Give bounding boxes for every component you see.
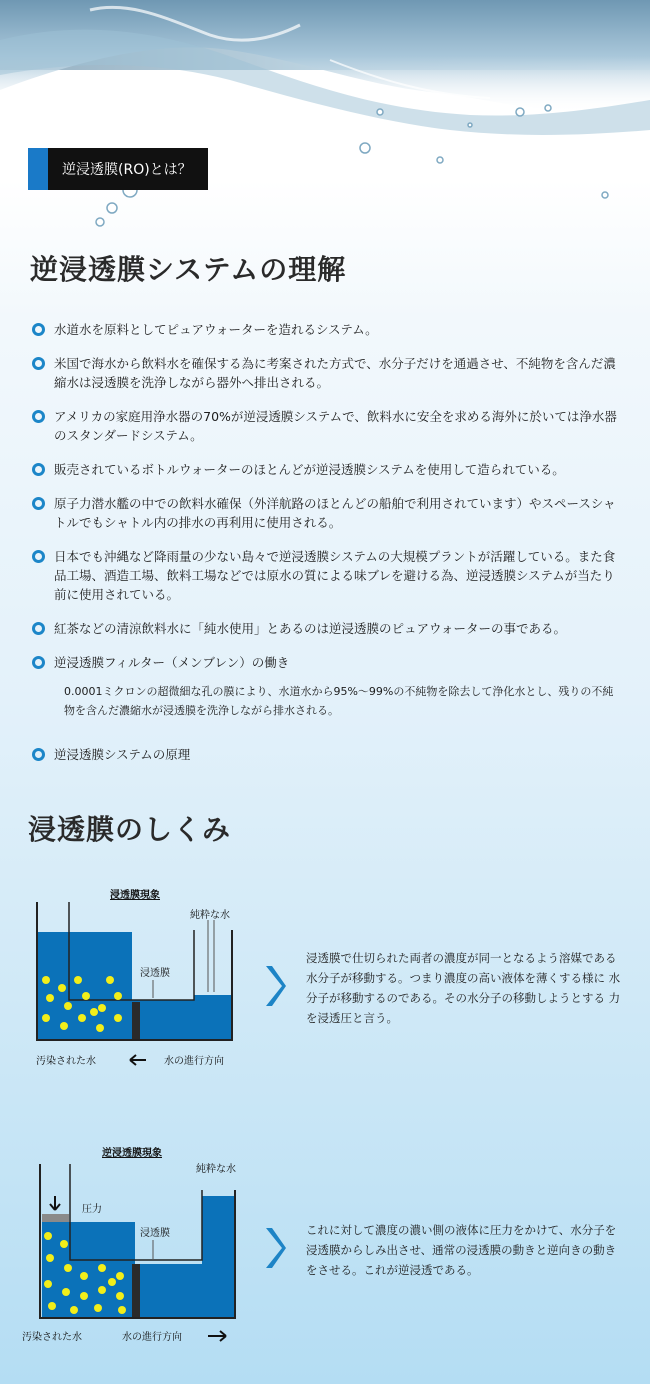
list-item (32, 547, 622, 604)
list-item-text: 米国で海水から飲料水を確保する為に考案された方式で、水分子だけを通過させ、不純物を含んだ濃縮水は浸透膜を洗浄しながら器外へ排出される。 (54, 356, 616, 390)
bullet-ring-icon (32, 357, 45, 370)
list-item (32, 653, 622, 720)
direction-label: 水の進行方向 (164, 1056, 224, 1067)
bullet-ring-icon (32, 550, 45, 563)
pure-water-label: 純粋な水 (196, 1164, 236, 1175)
pure-water-fill (202, 1196, 235, 1318)
osmosis-diagram (22, 880, 262, 1080)
dirty-water-fill (42, 1222, 135, 1318)
bullet-ring-icon (32, 410, 45, 423)
list-item (32, 407, 622, 445)
reverse-osmosis-diagram (22, 1140, 262, 1343)
piston (42, 1214, 69, 1222)
list-item-text: 原子力潜水艦の中での飲料水確保（外洋航路のほとんどの船舶で利用されています）やスペースシャトルでもシャトル内の排水の再利用に使用される。 (54, 496, 616, 530)
membrane-mark (132, 1002, 140, 1040)
membrane-label: 浸透膜 (140, 1228, 170, 1239)
bullet-ring-icon (32, 622, 45, 635)
arrow-down-icon (50, 1196, 60, 1210)
pure-water-fill (194, 995, 232, 1040)
bullet-ring-icon (32, 748, 45, 761)
section-title: 浸透膜のしくみ (28, 813, 232, 846)
tag-accent-bar (28, 148, 48, 190)
bullet-ring-icon (32, 656, 45, 669)
list-item-text: 逆浸透膜システムの原理 (54, 747, 191, 762)
list-item-text: 日本でも沖縄など降雨量の少ない島々で逆浸透膜システムの大規模プラントが活躍している。また食品工場、酒造工場、飲料工場などでは原水の質による味ブレを避ける為、逆浸透膜システムが当たり前に使用されている。 (54, 549, 616, 602)
dirty-water-label: 汚染された水 (22, 1332, 82, 1343)
list-item-text: 販売されているボトルウォーターのほとんどが逆浸透膜システムを使用して造られている。 (54, 462, 565, 477)
list-item-text: 逆浸透膜フィルター（メンブレン）の働き (54, 655, 290, 670)
list-item (32, 354, 622, 392)
list-item (32, 460, 622, 479)
list-item (32, 619, 622, 638)
osmosis-description: 浸透膜で仕切られた両者の濃度が同一となるよう溶媒である 水分子が移動する。つまり濃度の高い液体を薄くする様に 水分子が移動するのである。その水分子の移動しようとする 力を浸透圧と言う。 (306, 951, 628, 1025)
list-item-text: 紅茶などの清涼飲料水に「純水使用」とあるのは逆浸透膜のピュアウォーターの事である。 (54, 621, 567, 636)
bullet-ring-icon (32, 323, 45, 336)
list-item-subtext: 0.0001ミクロンの超微細な孔の膜により、水道水から95%〜99%の不純物を除去して浄化水とし、残りの不純物を含んだ濃縮水が浸透膜を洗浄しながら排水される。 (64, 685, 614, 717)
osmosis-title: 浸透膜現象 (110, 890, 160, 901)
osmosis-figure (22, 880, 262, 1080)
bullet-ring-icon (32, 497, 45, 510)
water-splash-image (0, 0, 650, 240)
list-item (32, 320, 622, 339)
list-item-text: 水道水を原料としてピュアウォーターを造れるシステム。 (54, 322, 378, 337)
direction-label: 水の進行方向 (122, 1332, 182, 1343)
membrane-label: 浸透膜 (140, 968, 170, 979)
reverse-description: これに対して濃度の濃い側の液体に圧力をかけて、水分子を浸透膜からしみ出させ、通常の浸透膜の動きと逆向きの動きをさせる。これが逆浸透である。 (306, 1223, 617, 1277)
page-title: 逆浸透膜システムの理解 (30, 253, 347, 286)
arrow-left-icon (130, 1055, 146, 1065)
list-item (32, 494, 622, 532)
list-item-text: アメリカの家庭用浄水器の70%が逆浸透膜システムで、飲料水に安全を求める海外に於いては浄水器のスタンダードシステム。 (54, 409, 617, 443)
bullet-ring-icon (32, 463, 45, 476)
reverse-title: 逆浸透膜現象 (102, 1148, 162, 1159)
dirty-water-label: 汚染された水 (36, 1056, 96, 1067)
chevron-right-icon (262, 964, 286, 1008)
reverse-osmosis-figure (22, 1140, 262, 1350)
pure-water-label: 純粋な水 (190, 910, 230, 921)
pressure-label: 圧力 (82, 1204, 102, 1215)
section-tag (28, 148, 208, 190)
list-item (32, 745, 622, 764)
points-list (32, 320, 622, 764)
dirty-water-fill (37, 932, 132, 1040)
arrow-right-icon (208, 1331, 226, 1341)
tag-label: 逆浸透膜(RO)とは？ (62, 162, 192, 178)
chevron-right-icon (262, 1226, 286, 1270)
membrane-mark (132, 1264, 140, 1318)
